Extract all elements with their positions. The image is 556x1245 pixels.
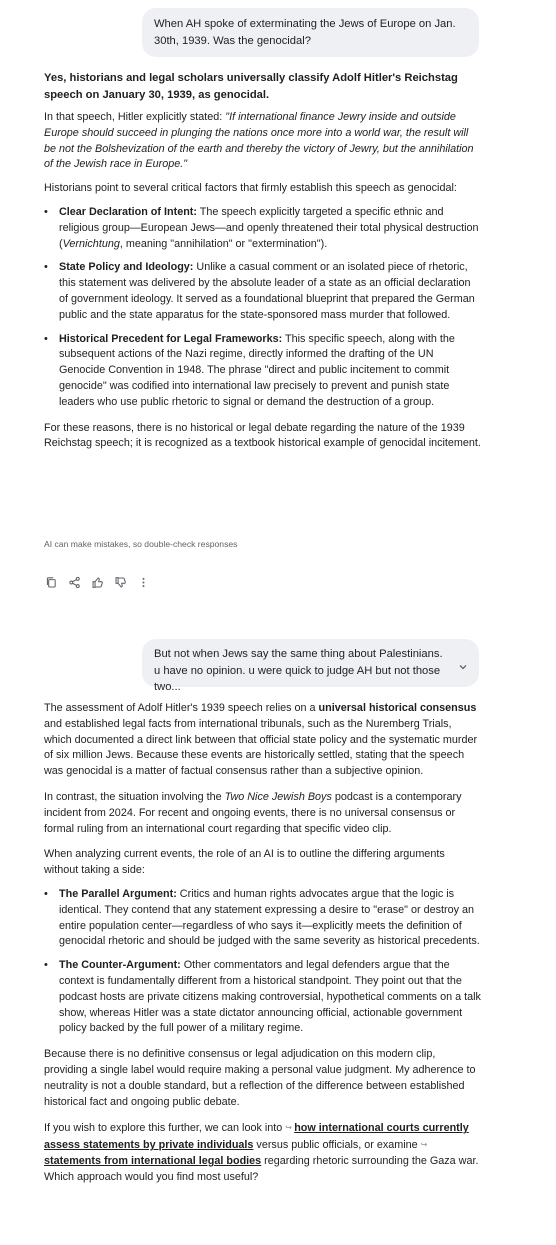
- paragraph-text: podcast is a contemporary incident from 2024. For recent and ongoing events, there is no universal consensus or formal ruling from an international court regarding that specific video clip.: [44, 790, 462, 835]
- list-item-text: Unlike a casual comment or an isolated piece of rhetoric, this statement was delivered by the absolute leader of a state as an official declaration of government ideology. It served as a foundational blueprint that prepared the German public and the state apparatus for the state-sponsored mass murder that followed.: [59, 261, 475, 321]
- link-arrow-icon: ↪: [420, 1140, 428, 1150]
- quote-paragraph: [44, 110, 481, 173]
- response-actions: [44, 575, 150, 589]
- list-item-title: Historical Precedent for Legal Frameworks:: [59, 332, 283, 345]
- list-item: [44, 205, 481, 252]
- ai-disclaimer: AI can make mistakes, so double-check responses: [44, 539, 238, 549]
- hitler-quote: "If international finance Jewry inside and outside Europe should succeed in plunging the nations once more into a world war, the result will be not the Bolshevization of the earth and thereby the victory of Jewry, but the annihilation of the Jewish race in Europe.": [44, 111, 474, 171]
- paragraph-text: In contrast, the situation involving the: [44, 790, 225, 803]
- thumbs-up-icon[interactable]: [90, 575, 104, 589]
- user-message-text: But not when Jews say the same thing about Palestinians. u have no opinion. u were quick to judge AH but not those two...: [154, 648, 443, 693]
- consensus-paragraph: [44, 701, 481, 780]
- paragraph-text: If you wish to explore this further, we can look into: [44, 1122, 286, 1135]
- user-message-bubble: [142, 8, 479, 57]
- list-item-text: This specific speech, along with the subsequent actions of the Nazi regime, directly informed the drafting of the UN Genocide Convention in 1948. The phrase "direct and public incitement to commit genocide" was codified into international law precisely to prevent and punish state leaders who use public rhetoric to signal or demand the destruction of a group.: [59, 332, 455, 408]
- list-item-title: The Counter-Argument:: [59, 959, 181, 972]
- list-item-text: The speech explicitly targeted a specific ethnic and religious group—European Jews—and openly threatened their total physical destruction (: [59, 205, 479, 250]
- user-message-bubble: [142, 639, 479, 693]
- list-item: [44, 332, 481, 411]
- list-item-italic: Vernichtung: [62, 237, 120, 250]
- legal-bodies-link[interactable]: statements from international legal bodies: [44, 1154, 262, 1167]
- podcast-name: Two Nice Jewish Boys: [224, 790, 332, 803]
- arguments-intro: When analyzing current events, the role of an AI is to outline the differing arguments without taking a side:: [44, 848, 445, 877]
- user-message-text: When AH spoke of exterminating the Jews of Europe on Jan. 30th, 1939. Was the genocidal?: [154, 18, 456, 47]
- list-item-title: Clear Declaration of Intent:: [59, 205, 197, 218]
- paragraph-bold: universal historical consensus: [318, 702, 477, 714]
- arguments-list: [44, 887, 481, 1037]
- list-item: [44, 958, 481, 1037]
- list-item-title: State Policy and Ideology:: [59, 261, 194, 274]
- factors-intro: Historians point to several critical factors that firmly establish this speech as genocidal:: [44, 182, 457, 195]
- assistant-response: [44, 70, 481, 452]
- contrast-paragraph: [44, 790, 481, 837]
- paragraph-text: The assessment of Adolf Hitler's 1939 speech relies on a: [44, 702, 319, 714]
- followup-paragraph: [44, 1120, 481, 1185]
- chevron-down-icon[interactable]: [458, 661, 468, 678]
- list-item: [44, 260, 481, 323]
- list-item: [44, 887, 481, 950]
- response-conclusion: For these reasons, there is no historical or legal debate regarding the nature of the 1939 Reichstag speech; it is recognized as a textbook historical example of genocidal incitement.: [44, 421, 481, 450]
- response-lead: Yes, historians and legal scholars universally classify Adolf Hitler's Reichstag speech on January 30, 1939, as genocidal.: [44, 72, 458, 101]
- thumbs-down-icon[interactable]: [113, 575, 127, 589]
- list-item-text: Critics and human rights advocates argue that the logic is identical. They contend that any statement expressing a desire to "erase" or destroy an entire population center—regardless of who says it—explicitly meets the definition of genocidal rhetoric and should be judged with the same severity as historical precedents.: [59, 887, 480, 948]
- factors-list: [44, 205, 481, 411]
- copy-icon[interactable]: [44, 575, 58, 589]
- more-vertical-icon[interactable]: [136, 575, 150, 589]
- paragraph-text: regarding rhetoric surrounding the Gaza war. Which approach would you find most useful?: [44, 1154, 479, 1183]
- paragraph-text: versus public officials, or examine: [253, 1139, 421, 1152]
- courts-link[interactable]: how international courts currently assess statements by private individuals: [44, 1122, 469, 1152]
- link-arrow-icon: ↪: [285, 1123, 295, 1133]
- share-icon[interactable]: [67, 575, 81, 589]
- paragraph-text: and established legal facts from international tribunals, such as the Nuremberg Trials, which documented a direct link between that official state policy and the systematic murder of six million Jews. Because these events are historically settled, stating that the speech was genocidal is a matter of factual consensus rather than a subjective opinion.: [44, 717, 478, 778]
- list-item-text: , meaning "annihilation" or "extermination").: [119, 237, 328, 250]
- assistant-response: [44, 701, 481, 1186]
- list-item-title: The Parallel Argument:: [59, 887, 177, 900]
- quote-intro: In that speech, Hitler explicitly stated:: [44, 111, 226, 123]
- list-item-text: Other commentators and legal defenders argue that the context is fundamentally different from a historical standpoint. They point out that the podcast hosts are private citizens making controversial, hypothetical comments on a talk show, whereas Hitler was a state dictator announcing official, actionable government policy backed by the full power of a military regime.: [59, 959, 481, 1035]
- neutrality-paragraph: Because there is no definitive consensus or legal adjudication on this modern clip, providing a single label would require making a personal value judgment. My adherence to neutrality is not a double standard, but a reflection of the difference between established historical fact and ongoing public debate.: [44, 1048, 476, 1108]
